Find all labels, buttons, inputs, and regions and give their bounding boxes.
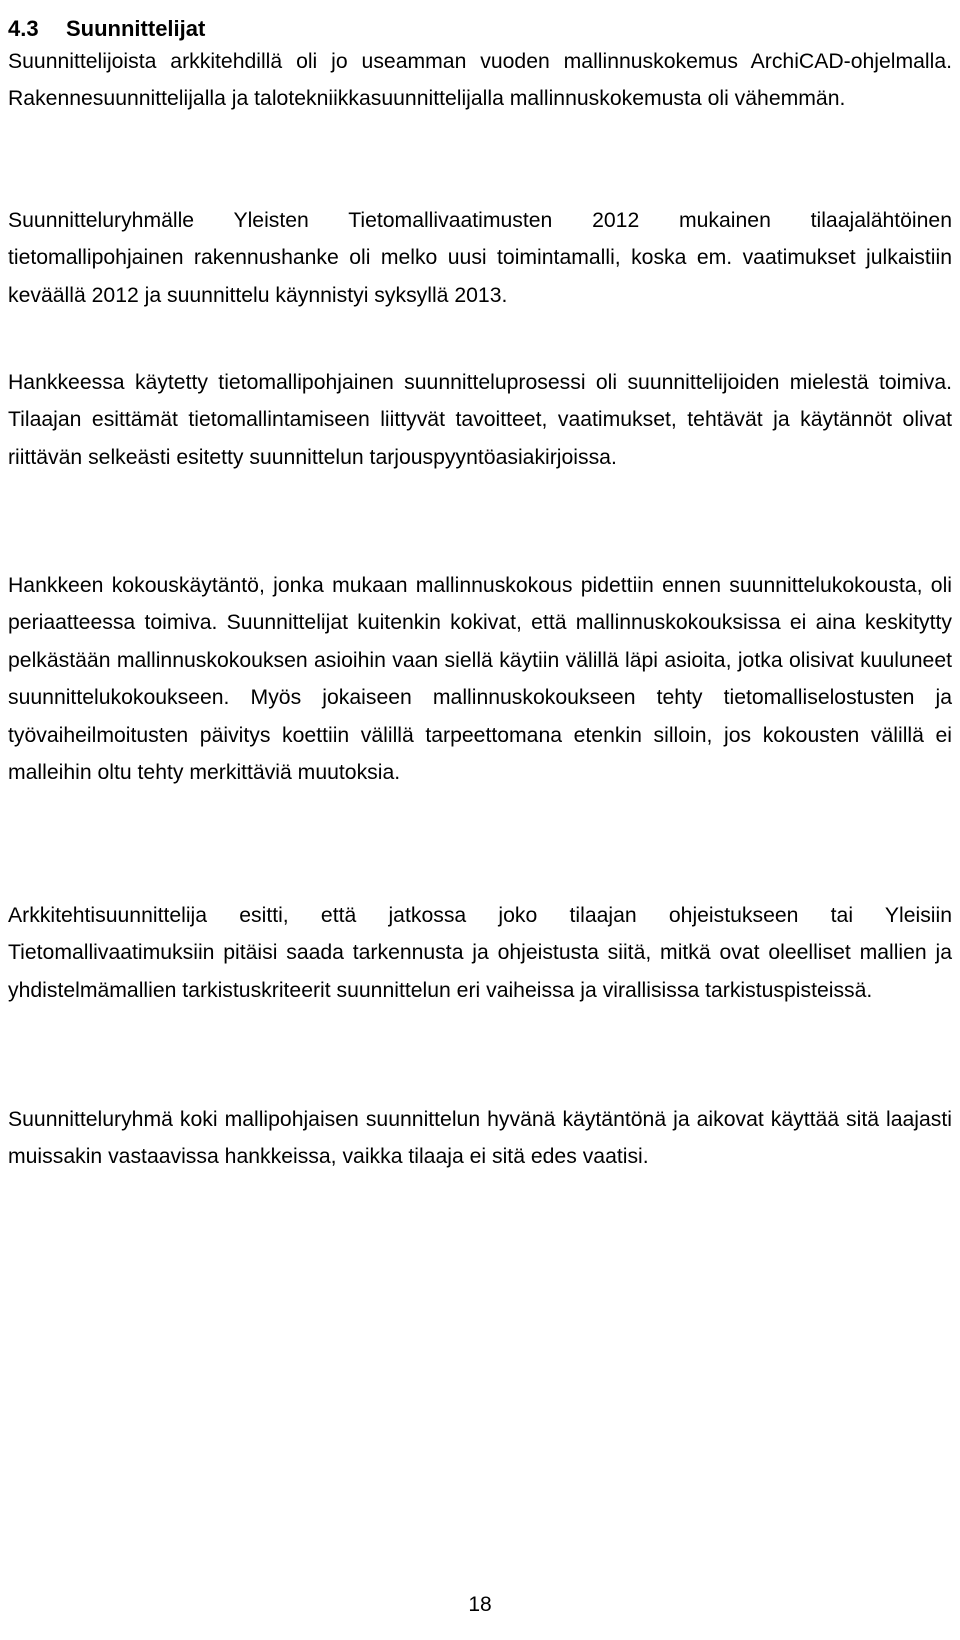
page-number: 18 — [468, 1593, 492, 1616]
paragraph-model-requirements: Suunnitteluryhmälle Yleisten Tietomallivaatimusten 2012 mukainen tilaajalähtöinen tietomallipohjainen rakennushanke oli melko uusi toimintamalli, koska em. vaatimukset julkaistiin keväällä 2012 ja suunnittelu käynnistyi syksyllä 2013. — [8, 209, 952, 307]
paragraph-meeting-practice: Hankkeen kokouskäytäntö, jonka mukaan mallinnuskokous pidettiin ennen suunnittelukokousta, oli periaatteessa toimiva. Suunnittelijat kuitenkin kokivat, että mallinnuskokouksissa ei aina keskitytty pelkästään mallinnuskokouksen asioihin vaan siellä käytiin välillä läpi asioita, jotka olisivat kuuluneet suunnittelukokoukseen. Myös jokaiseen mallinnuskokoukseen tehty tietomalliselostusten ja työvaiheilmoitusten päivitys koettiin välillä tarpeettomana etenkin silloin, jos kokousten välillä ei malleihin oltu tehty merkittäviä muutoksia. — [8, 574, 952, 785]
paragraph-design-process: Hankkeessa käytetty tietomallipohjainen suunnitteluprosessi oli suunnittelijoiden mielestä toimiva. Tilaajan esittämät tietomallintamiseen liittyvät tavoitteet, vaatimukset, tehtävät ja käytännöt olivat riittävän selkeästi esitetty suunnittelun tarjouspyyntöasiakirjoissa. — [8, 371, 952, 469]
paragraph-architect-proposal: Arkkitehtisuunnittelija esitti, että jatkossa joko tilaajan ohjeistukseen tai Yleisiin Tietomallivaatimuksiin pitäisi saada tarkennusta ja ohjeistusta siitä, mitkä ovat oleelliset mallien ja yhdistelmämallien tarkistuskriteerit suunnittelun eri vaiheissa ja virallisissa tarkistuspisteissä. — [8, 904, 952, 1002]
paragraph-team-conclusion: Suunnitteluryhmä koki mallipohjaisen suunnittelun hyvänä käytäntönä ja aikovat käyttää sitä laajasti muissakin vastaavissa hankkeissa, vaikka tilaaja ei sitä edes vaatisi. — [8, 1108, 952, 1169]
section-heading — [8, 12, 205, 46]
paragraph-designers-experience: Suunnittelijoista arkkitehdillä oli jo useamman vuoden mallinnuskokemus ArchiCAD-ohjelmalla. Rakennesuunnittelijalla ja talotekniikkasuunnittelijalla mallinnuskokemusta oli vähemmän. — [8, 50, 952, 111]
section-number: 4.3 — [8, 16, 39, 42]
section-title: Suunnittelijat — [66, 16, 206, 42]
